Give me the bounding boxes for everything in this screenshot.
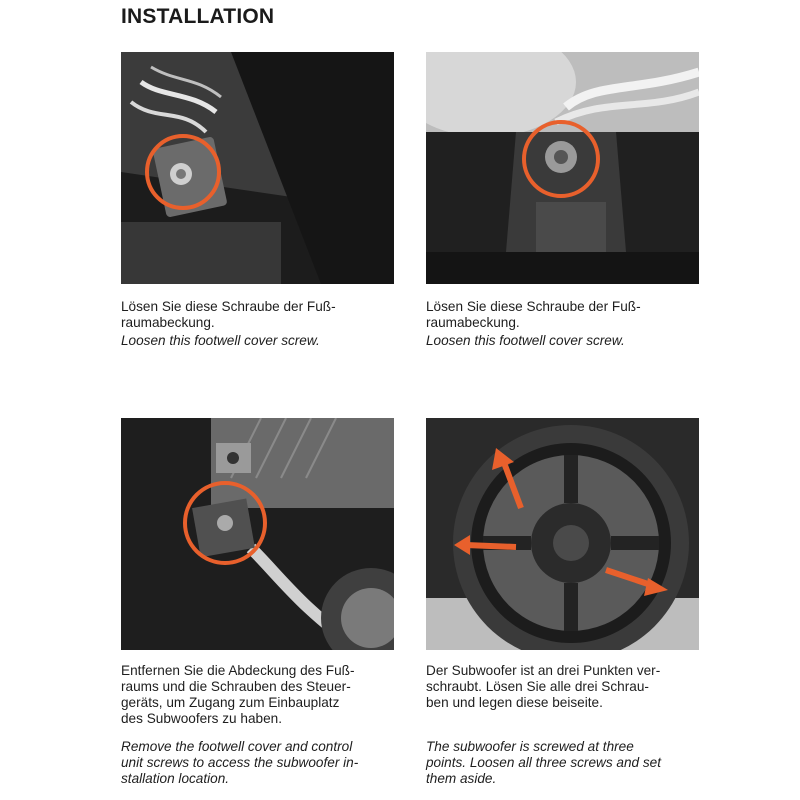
caption-step-3 <box>121 663 397 787</box>
caption-en <box>121 739 397 787</box>
caption-line: stallation location. <box>121 771 230 786</box>
caption-line: schraubt. Lösen Sie alle drei Schrau- <box>426 679 649 694</box>
caption-line: geräts, um Zugang zum Einbauplatz <box>121 695 340 710</box>
caption-step-4 <box>426 663 702 787</box>
caption-de <box>121 663 397 727</box>
caption-line: Lösen Sie diese Schraube der Fuß- <box>426 299 641 314</box>
caption-de <box>426 299 702 331</box>
caption-line: des Subwoofers zu haben. <box>121 711 282 726</box>
caption-line: ben und legen diese beiseite. <box>426 695 603 710</box>
caption-line: Remove the footwell cover and control <box>121 739 353 754</box>
caption-line: Lösen Sie diese Schraube der Fuß- <box>121 299 336 314</box>
caption-line: Der Subwoofer ist an drei Punkten ver- <box>426 663 661 678</box>
caption-en <box>121 333 397 349</box>
caption-line: The subwoofer is screwed at three <box>426 739 634 754</box>
caption-step-2 <box>426 299 702 349</box>
caption-line: Loosen this footwell cover screw. <box>121 333 320 348</box>
caption-line: Entfernen Sie die Abdeckung des Fuß- <box>121 663 355 678</box>
caption-de <box>121 299 397 331</box>
caption-en <box>426 333 702 349</box>
photo-subwoofer <box>426 418 699 650</box>
caption-line: them aside. <box>426 771 497 786</box>
caption-en <box>426 739 702 787</box>
caption-line: unit screws to access the subwoofer in- <box>121 755 359 770</box>
caption-line: Loosen this footwell cover screw. <box>426 333 625 348</box>
caption-de <box>426 663 702 711</box>
caption-line: raumabeckung. <box>121 315 215 330</box>
caption-line: raums und die Schrauben des Steuer- <box>121 679 351 694</box>
caption-line: raumabeckung. <box>426 315 520 330</box>
photo-footwell-screw-2 <box>426 52 699 284</box>
photo-control-unit <box>121 418 394 650</box>
page-title: INSTALLATION <box>121 5 275 28</box>
photo-footwell-screw-1 <box>121 52 394 284</box>
caption-line: points. Loosen all three screws and set <box>426 755 662 770</box>
caption-step-1 <box>121 299 397 349</box>
